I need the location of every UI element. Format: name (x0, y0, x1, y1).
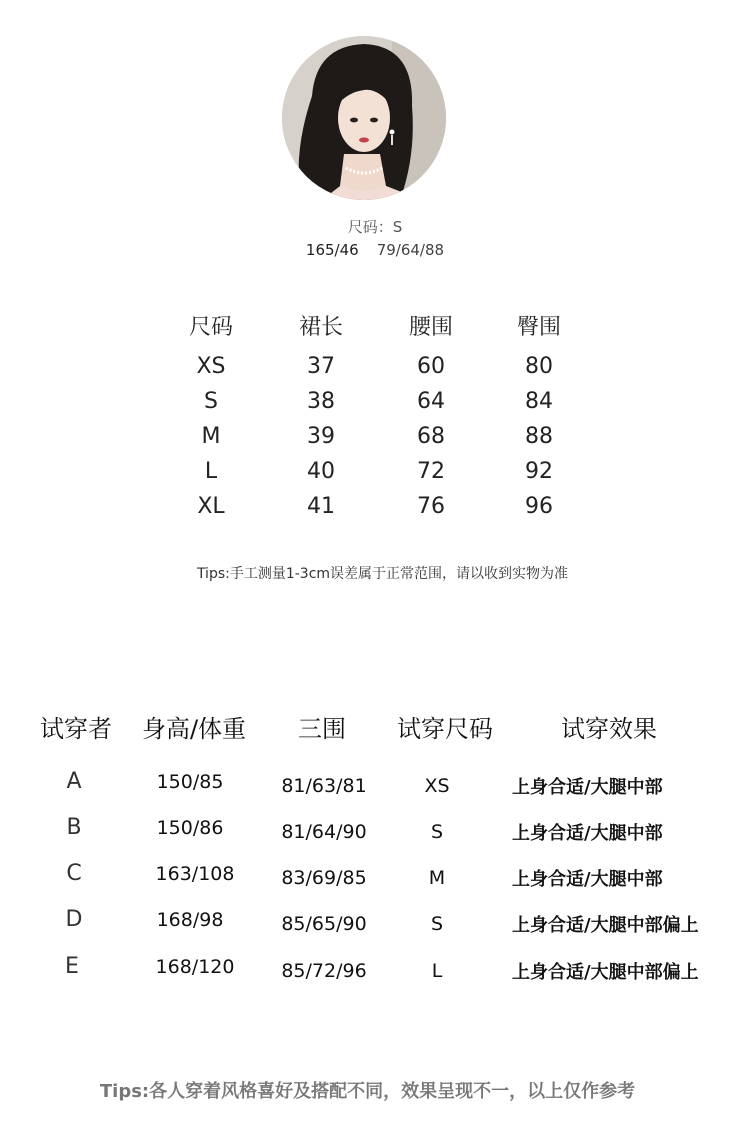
tester-measurements: 85/72/96 (281, 960, 367, 982)
measurement-tips: Tips:手工测量1-3cm误差属于正常范围，请以收到实物为准 (196, 566, 569, 582)
model-portrait (282, 36, 446, 200)
header-fit-effect: 试穿效果 (561, 715, 657, 743)
tester-measurements: 85/65/90 (281, 913, 367, 935)
tester-fit-effect: 上身合适/大腿中部偏上 (512, 915, 699, 936)
tester-id: C (66, 861, 82, 886)
tester-fit-effect: 上身合适/大腿中部 (512, 777, 663, 798)
fit-tips: Tips:各人穿着风格喜好及搭配不同，效果呈现不一，以上仅作参考 (99, 1081, 636, 1102)
tester-fit-effect: 上身合适/大腿中部偏上 (512, 962, 699, 983)
hip-cell: 92 (525, 459, 553, 484)
tester-height-weight: 168/98 (156, 909, 224, 931)
tester-size: L (431, 960, 443, 982)
tester-height-weight: 150/85 (156, 771, 224, 793)
header-skirt-length: 裙长 (298, 315, 343, 340)
model-size-label: 尺码：S (347, 218, 403, 236)
length-cell: 41 (307, 494, 335, 519)
tester-id: E (65, 954, 79, 979)
header-waist: 腰围 (408, 315, 453, 340)
waist-cell: 72 (417, 459, 445, 484)
try-on-row (0, 769, 750, 799)
try-on-row (0, 907, 750, 937)
tester-fit-effect: 上身合适/大腿中部 (512, 869, 663, 890)
try-on-row (0, 861, 750, 891)
tester-id: D (65, 907, 83, 932)
size-cell: XS (196, 354, 226, 379)
tester-fit-effect: 上身合适/大腿中部 (512, 823, 663, 844)
header-size: 尺码 (188, 315, 233, 340)
header-hip: 臀围 (516, 315, 561, 340)
size-cell: S (204, 389, 218, 414)
tester-size: M (428, 867, 446, 889)
tester-height-weight: 150/86 (156, 817, 224, 839)
header-measurements: 三围 (298, 715, 346, 743)
tester-size: S (430, 821, 444, 843)
tester-size: XS (424, 775, 450, 797)
hip-cell: 96 (525, 494, 553, 519)
model-height-weight: 165/46 (305, 241, 359, 259)
waist-cell: 64 (417, 389, 445, 414)
waist-cell: 76 (417, 494, 445, 519)
tester-id: B (66, 815, 82, 840)
tester-measurements: 81/63/81 (281, 775, 367, 797)
waist-cell: 68 (417, 424, 445, 449)
length-cell: 39 (307, 424, 335, 449)
tester-height-weight: 168/120 (155, 956, 235, 978)
model-stats (0, 241, 750, 259)
tester-size: S (430, 913, 444, 935)
size-cell: XL (197, 494, 225, 519)
header-tester: 试穿者 (40, 715, 112, 743)
hip-cell: 80 (525, 354, 553, 379)
hip-cell: 88 (525, 424, 553, 449)
length-cell: 37 (307, 354, 335, 379)
size-cell: M (201, 424, 221, 449)
tester-height-weight: 163/108 (155, 863, 235, 885)
hip-cell: 84 (525, 389, 553, 414)
try-on-row (0, 954, 750, 984)
tester-measurements: 81/64/90 (281, 821, 367, 843)
try-on-row (0, 815, 750, 845)
length-cell: 40 (307, 459, 335, 484)
header-height-weight: 身高/体重 (141, 715, 247, 743)
header-try-size: 试穿尺码 (397, 715, 493, 743)
try-on-header (0, 709, 750, 745)
length-cell: 38 (307, 389, 335, 414)
model-measurements: 79/64/88 (376, 241, 445, 259)
tester-measurements: 83/69/85 (281, 867, 367, 889)
tester-id: A (66, 769, 82, 794)
size-cell: L (204, 459, 218, 484)
waist-cell: 60 (417, 354, 445, 379)
